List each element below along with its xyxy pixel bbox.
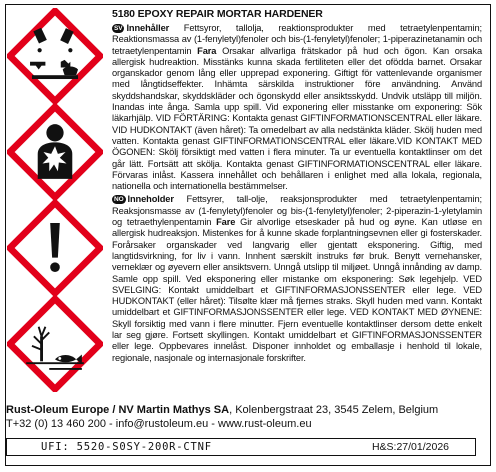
- product-title: 5180 EPOXY REPAIR MORTAR HARDENER: [112, 8, 323, 20]
- exclamation-pictogram: [7, 200, 103, 296]
- swedish-section: [112, 23, 482, 192]
- environment-pictogram: [7, 296, 103, 392]
- ufi-bar: [6, 438, 476, 456]
- contact-line: T+32 (0) 13 460 200 - info@rustoleum.eu - www.rust-oleum.eu: [6, 418, 312, 430]
- exclamation-mark-icon: [7, 200, 103, 296]
- swedish-text-2: Orsakar allvarliga frätskador på hud och ögon. Kan orsaka allergisk hudreaktion. Misstänks kunna skada fertiliteten eller det ofödda barnet. Orsakar organskador genom lång eller upprepad exponering. Giftigt för vattenlevande organismer med långtidseffekter. Inhämta särskilda instruktioner före användning. Använd skyddshandskar, skyddskläder och ögonskydd eller ansiktsskydd. Undvik utsläpp till miljön. Inandas inte ånga. Samla upp spill. Vid exponering eller misstanke om exponering: Sök läkarhjälp. VID FÖRTÄRING: Kontakta genast GIFTINFORMATIONSCENTRAL eller läkare. VID HUDKONTAKT (även håret): Ta omedelbart av alla nedstänkta kläder. Skölj huden med vatten. Kontakta genast GIFTINFORMATIONSCENTRAL eller läkare.VID KONTAKT MED ÖGONEN: Skölj försiktigt med vatten i flera minuter. Ta ur eventuella kontaktlinser om det går lätt. Fortsätt att skölja. Kontakta genast GIFTINFORMATIONSCENTRAL eller läkare. Förvaras inlåst. Kassera innehållet och behållaren i enlighet med alla lokala, regionala, nationella och internationella bestämmelser.: [112, 45, 482, 192]
- norwegian-section: [112, 194, 482, 363]
- corrosion-pictogram: [7, 8, 103, 104]
- ufi-code: UFI: 5520-S0SY-200R-CTNF: [41, 441, 212, 453]
- norwegian-lead: Inneholder: [127, 194, 174, 205]
- company-line: [6, 403, 486, 417]
- norwegian-signal-word: Fare: [216, 217, 236, 228]
- swedish-text-1: Fettsyror, tallolja, reaktionsprodukter med tetraetylenpentamin; Reaktionsmassa av (1-fenyletyl)fenoler och bis-(1-fenyletyl)fenoler; 1-piperazinetanamin och tetraetylenpentamin: [112, 23, 482, 56]
- swedish-lead: Innehåller: [126, 23, 170, 33]
- company-name: Rust-Oleum Europe / NV Martin Mathys SA: [6, 404, 230, 416]
- company-address: , Kolenbergstraat 23, 3545 Zelem, Belgium: [229, 404, 439, 416]
- language-badge-no: NO: [114, 196, 124, 204]
- norwegian-text-1: Fettsyrer, tall-olje, reaksjonsprodukter med tetraetylenpentamin; Reaksjonsmasse av (1-fenyletyl)fenoler og bis-(1-fenyletyl)fenoler; 2-piperazin-1-yletylamin og tetraethylenpentamin: [112, 194, 482, 228]
- label-text: [112, 8, 482, 366]
- health-hazard-icon: [7, 104, 103, 200]
- ghs-pictograms: [5, 6, 109, 392]
- footer: [6, 403, 486, 431]
- environment-icon: [7, 296, 103, 392]
- hs-date: H&S:27/01/2026: [371, 441, 449, 453]
- norwegian-text-2: Gir alvorlige etseskader på hud og øyne. Kan utløse en allergisk hudreaksjon. Mistenkes for å kunne skade forplantningsevnen eller gi fosterskader. Forårsaker organskader ved langvarig eller gjentatt eksponering. Giftig, med langtidsvirkning, for liv i vann. Innhent særskilt instruks før bruk. Benytt vernehansker, verneklær og øyevern eller ansiktsvern. Unngå utslipp til miljøet. Unngå innånding av damp. Samle opp spill. Ved eksponering eller mistanke om eksponering: Søk legehjelp. VED SVELGING: Kontakt umiddelbart et GIFTINFORMASJONSSENTER eller lege. VED HUDKONTAKT (eller håret): Tilsølte klær må fjernes straks. Skyll huden med vann. Kontakt umiddelbart et GIFTINFORMASJONSSENTER eller lege. VED KONTAKT MED ØYNENE: Skyll forsiktig med vann i flere minutter. Fjern eventuelle kontaktlinser dersom dette enkelt lar seg gjøre. Fortsett skyllingen. Kontakt umiddelbart et GIFTINFORMASJONSSENTER eller lege. Oppbevares innelåst. Disponer innholdet og emballasje i henhold til lokale, regionale, nasjonale og internasjonale forskrifter.: [112, 217, 482, 363]
- corrosion-icon: [7, 8, 103, 104]
- health-hazard-pictogram: [7, 104, 103, 200]
- language-badge-sv: SV: [114, 25, 123, 32]
- swedish-signal-word: Fara: [197, 45, 217, 56]
